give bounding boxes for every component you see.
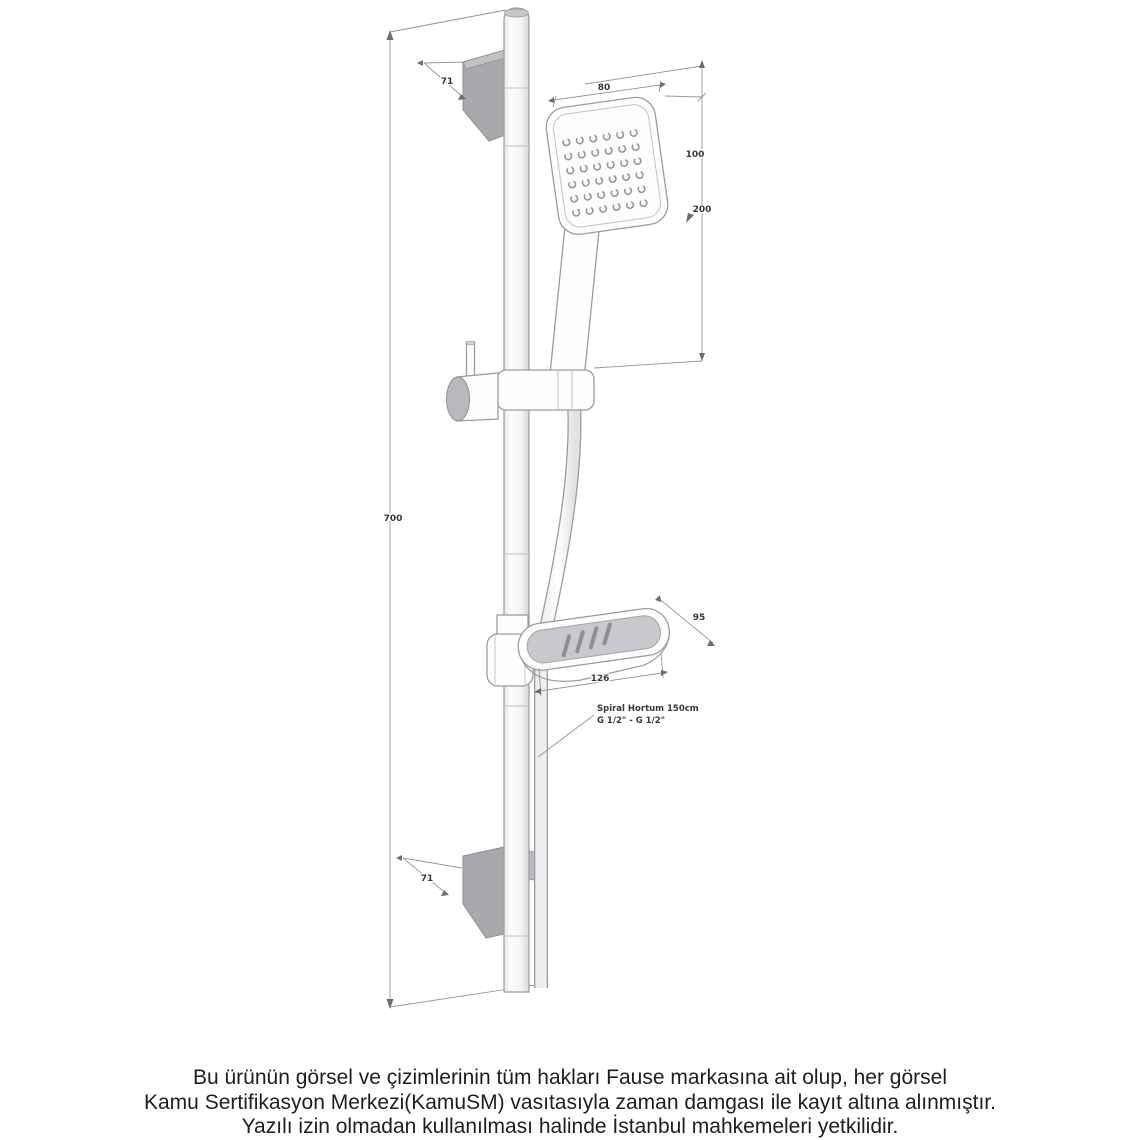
hose-note bbox=[538, 704, 699, 757]
dish-width-label: 126 bbox=[590, 674, 610, 684]
hand-shower-head bbox=[544, 95, 671, 237]
hose-note-line2: G 1/2" - G 1/2" bbox=[597, 716, 666, 726]
bottom-wall-bracket bbox=[463, 847, 543, 938]
legal-notice bbox=[0, 1066, 1140, 1140]
legal-notice-line2: Kamu Sertifikasyon Merkezi(KamuSM) vasıtasıyla zaman damgası ile kayıt altına alınmıştır. bbox=[144, 1090, 996, 1114]
head-dim-upper-label: 100 bbox=[685, 150, 705, 160]
head-dim-lower-label: 200 bbox=[692, 205, 712, 215]
bottom-bracket-label: 71 bbox=[420, 874, 434, 884]
slide-rail bbox=[504, 8, 529, 992]
head-width-label: 80 bbox=[597, 83, 611, 93]
top-wall-bracket bbox=[463, 50, 505, 141]
rail-height-label: 700 bbox=[383, 514, 403, 524]
dimension-bottom-bracket bbox=[396, 855, 462, 896]
hand-shower-handle bbox=[550, 226, 599, 382]
legal-notice-line3: Yazılı izin olmadan kullanılması halinde İstanbul mahkemeleri yetkilidir. bbox=[241, 1115, 899, 1139]
dimension-top-bracket bbox=[417, 60, 466, 100]
dish-depth-label: 95 bbox=[692, 613, 706, 623]
legal-notice-line1: Bu ürünün görsel ve çizimlerinin tüm hakları Fause markasına ait olup, her görsel bbox=[192, 1066, 948, 1089]
top-bracket-label: 71 bbox=[440, 77, 454, 87]
shower-hose bbox=[541, 372, 575, 988]
hose-note-line1: Spiral Hortum 150cm bbox=[597, 704, 699, 714]
